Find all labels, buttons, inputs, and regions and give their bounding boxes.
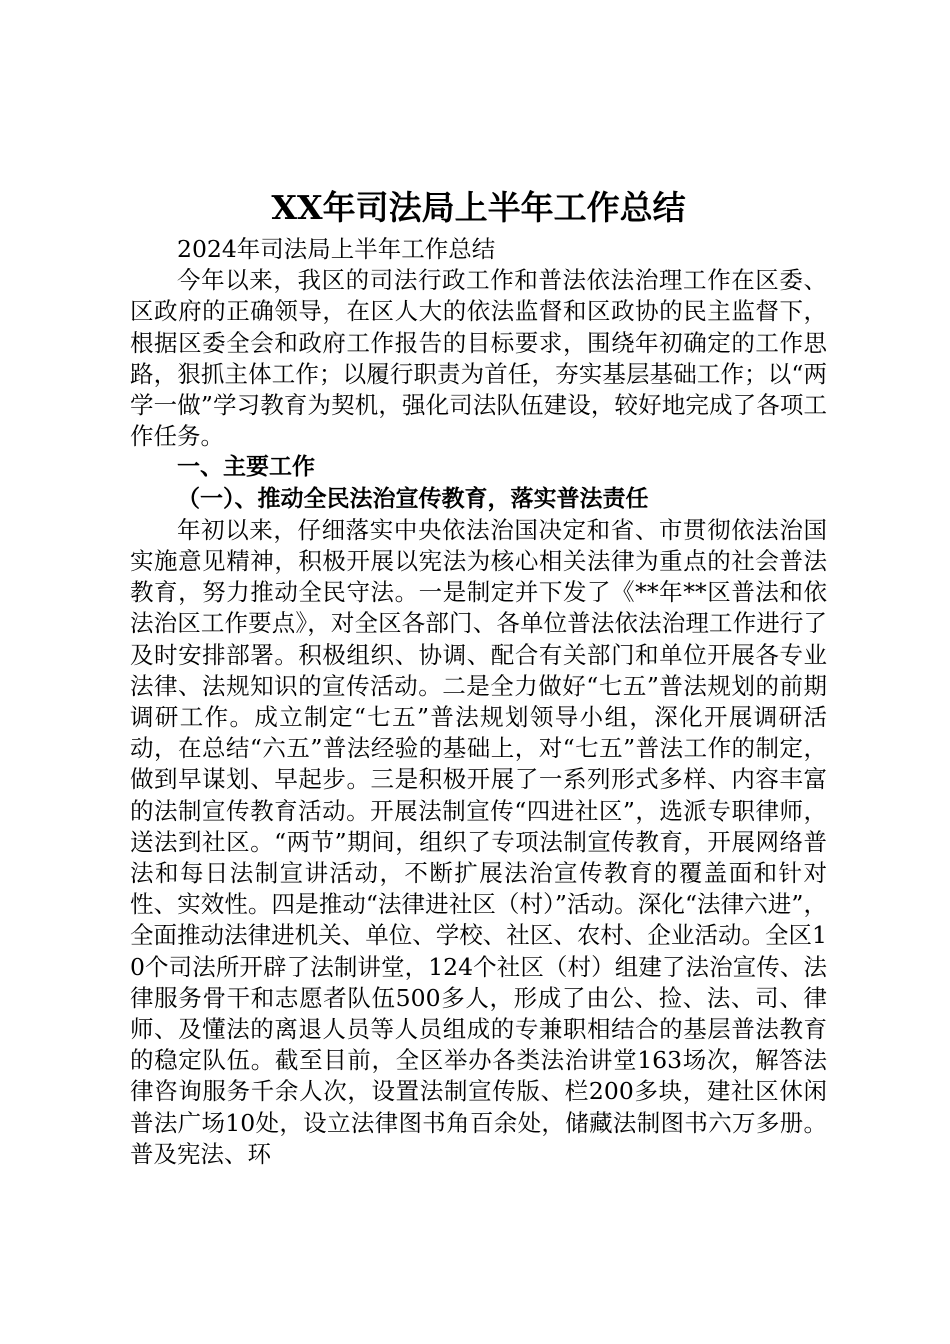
subsection-paragraph: 年初以来，仔细落实中央依法治国决定和省、市贯彻依法治国实施意见精神，积极开展以宪法为核心相关法律为重点的社会普法教育，努力推动全民守法。一是制定并下发了《**年**区普法和依法治区工作要点》，对全区各部门、各单位普法依法治理工作进行了及时安排部署。积极组织、协调、配合有关部门和单位开展各专业法律、法规知识的宣传活动。二是全力做好“七五”普法规划的前期调研工作。成立制定“七五”普法规划领导小组，深化开展调研活动，在总结“六五”普法经验的基础上，对“七五”普法工作的制定，做到早谋划、早起步。三是积极开展了一系列形式多样、内容丰富的法制宣传教育活动。开展法制宣传“四进社区”，选派专职律师，送法到社区。“两节”期间，组织了专项法制宣传教育，开展网络普法和每日法制宣讲活动，不断扩展法治宣传教育的覆盖面和针对性、实效性。四是推动“法律进社区（村）”活动。深化“法律六进”，全面推动法律进机关、单位、学校、社区、农村、企业活动。全区10个司法所开辟了法制讲堂，124个社区（村）组建了法治宣传、法律服务骨干和志愿者队伍500多人，形成了由公、捡、法、司、律师、及懂法的离退人员等人员组成的专兼职相结合的基层普法教育的稳定队伍。截至目前，全区举办各类法治讲堂163场次，解答法律咨询服务千余人次，设置法制宣传版、栏200多块，建社区休闲普法广场10处，设立法律图书角百余处，储藏法制图书六万多册。普及宪法、环 [130,515,827,1168]
intro-paragraph: 今年以来，我区的司法行政工作和普法依法治理工作在区委、区政府的正确领导，在区人大的依法监督和区政协的民主监督下，根据区委全会和政府工作报告的目标要求，围绕年初确定的工作思路，狠抓主体工作；以履行职责为首任，夯实基层基础工作；以“两学一做”学习教育为契机，强化司法队伍建设，较好地完成了各项工作任务。 [130,266,827,451]
document-body [130,234,827,1170]
document-title: XX年司法局上半年工作总结 [271,188,686,227]
subsection-heading: （一）、推动全民法治宣传教育，落实普法责任 [177,485,649,512]
document-subtitle: 2024年司法局上半年工作总结 [177,235,496,263]
section-heading: 一、主要工作 [177,454,315,481]
